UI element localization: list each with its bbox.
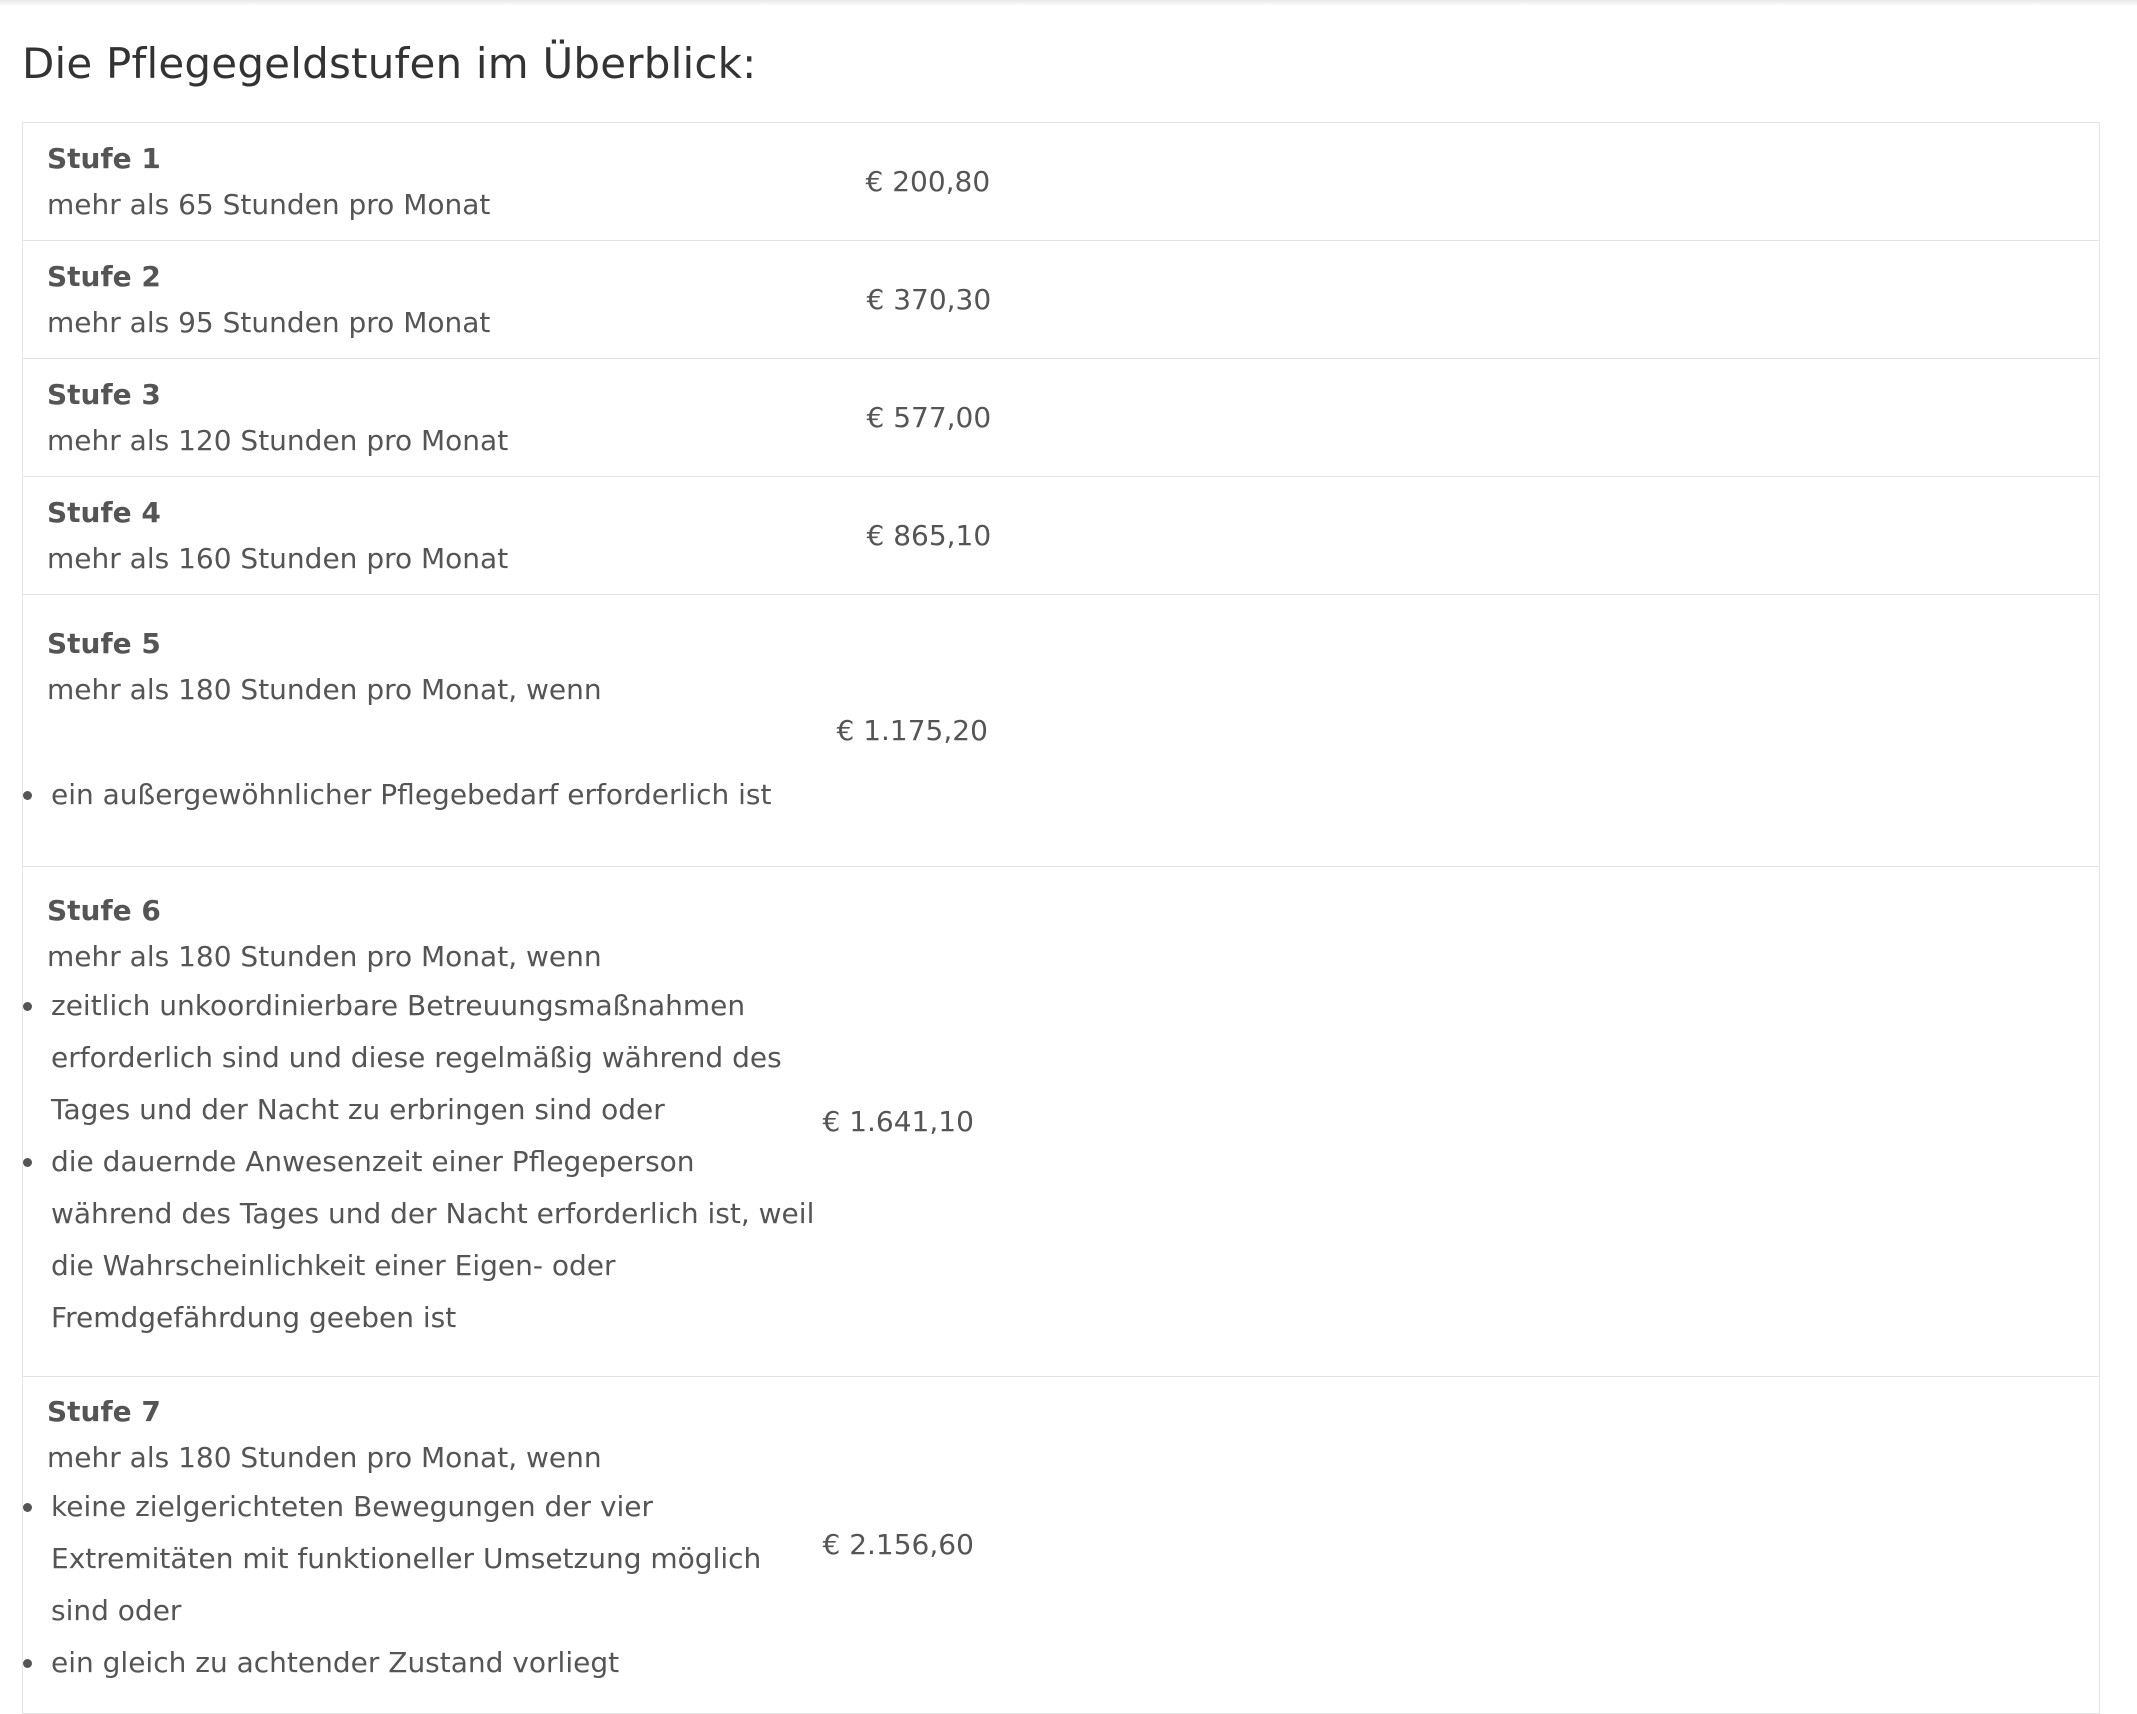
level-requirement: mehr als 95 Stunden pro Monat	[47, 305, 491, 339]
level-description-cell	[23, 359, 867, 477]
level-amount: € 1.175,20	[836, 713, 988, 747]
level-requirement: mehr als 120 Stunden pro Monat	[47, 423, 509, 457]
level-description-cell	[23, 123, 867, 241]
empty-cell	[1097, 1377, 2100, 1714]
condition-list	[23, 769, 867, 821]
list-item: die dauernde Anwesenzeit einer Pflegeperson während des Tages und der Nacht erforderlich ist, weil die Wahrscheinlichkeit einer Eigen- oder Fremdgefährdung geeben ist	[23, 1136, 823, 1344]
table-row	[23, 595, 2100, 867]
page-title: Die Pflegegeldstufen im Überblick:	[22, 39, 757, 88]
level-name: Stufe 6	[47, 893, 161, 927]
level-amount-cell	[867, 241, 1097, 359]
level-amount: € 865,10	[866, 518, 992, 552]
level-amount-cell	[822, 867, 1097, 1377]
level-name: Stufe 1	[47, 141, 161, 175]
level-amount-cell	[867, 123, 1097, 241]
level-name: Stufe 2	[47, 259, 161, 293]
condition-list	[23, 980, 823, 1344]
list-item: ein gleich zu achtender Zustand vorliegt	[23, 1637, 823, 1689]
level-description-cell	[23, 1377, 867, 1714]
level-requirement: mehr als 180 Stunden pro Monat, wenn	[47, 1441, 602, 1474]
level-description-cell	[23, 477, 867, 595]
care-levels-table	[22, 122, 2100, 1714]
table-row	[23, 477, 2100, 595]
spacer	[47, 713, 867, 769]
level-requirement: mehr als 180 Stunden pro Monat, wenn	[47, 672, 602, 706]
level-requirement: mehr als 65 Stunden pro Monat	[47, 187, 491, 221]
table-row	[23, 867, 2100, 1377]
empty-cell	[1097, 123, 2100, 241]
level-amount-cell	[867, 477, 1097, 595]
level-amount-cell	[867, 359, 1097, 477]
table-row	[23, 123, 2100, 241]
empty-cell	[1097, 867, 2100, 1377]
level-amount: € 200,80	[865, 164, 991, 198]
condition-list	[23, 1481, 823, 1689]
level-amount: € 2.156,60	[822, 1528, 974, 1561]
table-row	[23, 1377, 2100, 1714]
top-shadow	[0, 0, 2137, 6]
empty-cell	[1097, 477, 2100, 595]
list-item: keine zielgerichteten Bewegungen der vier Extremitäten mit funktioneller Umsetzung möglich sind oder	[23, 1481, 823, 1637]
list-item: ein außergewöhnlicher Pflegebedarf erforderlich ist	[23, 769, 867, 821]
level-amount: € 577,00	[866, 400, 992, 434]
level-description-cell	[23, 241, 867, 359]
level-amount-cell	[822, 1377, 1097, 1714]
empty-cell	[1097, 359, 2100, 477]
level-name: Stufe 7	[47, 1395, 161, 1428]
level-amount: € 1.641,10	[822, 1104, 974, 1138]
level-requirement: mehr als 180 Stunden pro Monat, wenn	[47, 939, 602, 973]
empty-cell	[1097, 241, 2100, 359]
list-item: zeitlich unkoordinierbare Betreuungsmaßnahmen erforderlich sind und diese regelmäßig während des Tages und der Nacht zu erbringen sind oder	[23, 980, 823, 1136]
level-requirement: mehr als 160 Stunden pro Monat	[47, 541, 509, 575]
level-description-cell	[23, 867, 867, 1377]
table-row	[23, 359, 2100, 477]
table-row	[23, 241, 2100, 359]
empty-cell	[1097, 595, 2100, 867]
level-name: Stufe 5	[47, 626, 161, 660]
level-name: Stufe 4	[47, 495, 161, 529]
level-description-cell	[23, 595, 867, 867]
level-amount: € 370,30	[866, 282, 992, 316]
level-amount-cell	[836, 595, 1097, 867]
level-name: Stufe 3	[47, 377, 161, 411]
